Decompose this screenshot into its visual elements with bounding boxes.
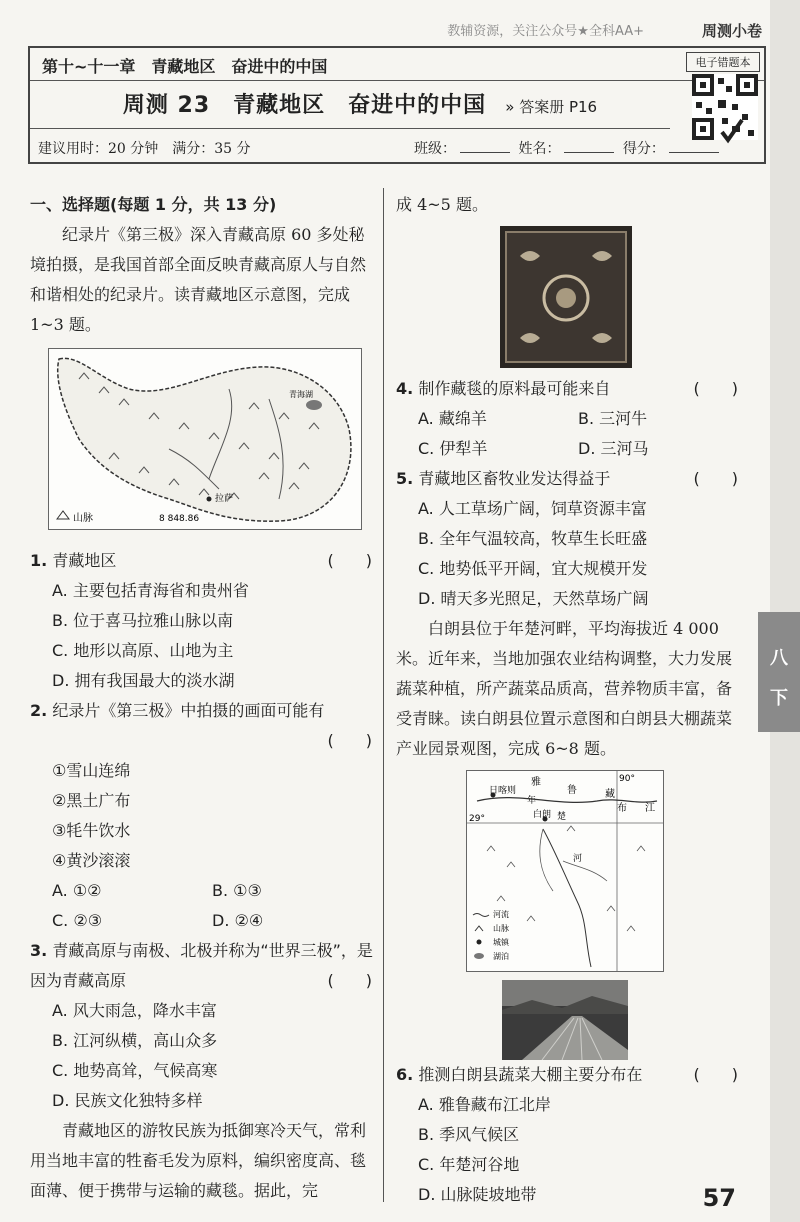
longitude-label: 90° — [619, 774, 635, 784]
title-row — [30, 88, 690, 119]
side-tab-grade: 八 — [770, 648, 788, 669]
q6-number: 6. — [396, 1065, 414, 1084]
tibetan-carpet-photo — [500, 226, 632, 368]
q5-option-d[interactable]: D. 晴天多光照足，天然草场广阔 — [418, 589, 649, 608]
map1-legend-label: 山脉 — [73, 513, 93, 524]
name-label: 姓名： — [518, 141, 561, 157]
q4-option-c[interactable]: C. 伊犁羊 — [418, 439, 488, 458]
river-label-nian: 年 — [527, 796, 537, 806]
legend-river: 河流 — [493, 910, 509, 919]
q1-option-c[interactable]: C. 地形以高原、山地为主 — [52, 641, 234, 660]
q2-option-b[interactable]: B. ①③ — [212, 881, 262, 900]
q5-option-a[interactable]: A. 人工草场广阔，饲草资源丰富 — [418, 499, 647, 518]
q2-item-2: ②黑土广布 — [52, 791, 131, 810]
q5-option-c[interactable]: C. 地势低平开阔，宜大规模开发 — [418, 559, 648, 578]
time-score-info: 建议用时：20 分钟 满分：35 分 — [38, 141, 251, 157]
q4-option-a[interactable]: A. 藏绵羊 — [418, 409, 487, 428]
section-heading: 一、选择题(每题 1 分，共 13 分) — [30, 195, 277, 214]
header-divider-2 — [30, 128, 670, 129]
q2-stem: 纪录片《第三极》中拍摄的画面可能有 — [52, 701, 325, 720]
test-title: 周测 23 青藏地区 奋进中的中国 — [122, 93, 487, 118]
q3-option-c[interactable]: C. 地势高耸，气候高寒 — [52, 1061, 218, 1080]
q2-item-1: ①雪山连绵 — [52, 761, 131, 780]
latitude-label: 29° — [469, 814, 485, 824]
bailang-location-map — [466, 770, 664, 972]
q2-item-3: ③牦牛饮水 — [52, 821, 131, 840]
q1-option-d[interactable]: D. 拥有我国最大的淡水湖 — [52, 671, 235, 690]
series-label: 周测小卷 — [701, 22, 762, 40]
legend-lake: 湖泊 — [493, 952, 509, 961]
promo-note: 教辅资源，关注公众号★全科AA+ — [447, 24, 644, 39]
q4-number: 4. — [396, 379, 414, 398]
q6-option-a[interactable]: A. 雅鲁藏布江北岸 — [418, 1095, 551, 1114]
city-label-xigaze: 日喀则 — [489, 786, 517, 796]
q4-option-d[interactable]: D. 三河马 — [578, 439, 649, 458]
header-box — [28, 46, 766, 164]
answer-reference: » 答案册 P16 — [505, 98, 598, 116]
q3-stem: 青藏高原与南极、北极并称为“世界三极”，是因为青藏高原 — [30, 941, 373, 990]
river-label-zang: 藏 — [605, 789, 615, 800]
q6-option-b[interactable]: B. 季风气候区 — [418, 1125, 520, 1144]
score-label: 得分： — [622, 141, 665, 157]
class-label: 班级： — [414, 141, 456, 157]
q1-stem: 青藏地区 — [52, 551, 117, 570]
city-label-bailang: 白朗 — [533, 810, 552, 820]
grade-side-tab — [758, 612, 800, 732]
q4-stem: 制作藏毯的原料最可能来自 — [418, 379, 611, 398]
q3-option-b[interactable]: B. 江河纵横，高山众多 — [52, 1031, 218, 1050]
q2-number: 2. — [30, 701, 48, 720]
river-label-he: 河 — [573, 854, 583, 864]
map-label-qinghai: 青海湖 — [289, 390, 313, 399]
q3-number: 3. — [30, 941, 48, 960]
chapter-title: 第十~十一章 青藏地区 奋进中的中国 — [42, 57, 328, 76]
tibet-region-map — [48, 348, 362, 530]
q6-option-d[interactable]: D. 山脉陡坡地带 — [418, 1185, 537, 1204]
side-tab-term: 下 — [770, 688, 788, 709]
q5-number: 5. — [396, 469, 414, 488]
question-6 — [396, 1060, 742, 1210]
column-divider — [383, 188, 384, 1202]
question-3 — [30, 936, 376, 1116]
q4-option-b[interactable]: B. 三河牛 — [578, 409, 648, 428]
header-divider — [30, 80, 764, 81]
q1-option-a[interactable]: A. 主要包括青海省和贵州省 — [52, 581, 249, 600]
intro-paragraph-2-continued: 成 4~5 题。 — [396, 195, 488, 214]
q5-option-b[interactable]: B. 全年气温较高，牧草生长旺盛 — [418, 529, 648, 548]
question-1 — [30, 546, 376, 696]
river-label-bu: 布 — [617, 803, 627, 814]
q6-stem: 推测白朗县蔬菜大棚主要分布在 — [418, 1065, 643, 1084]
q1-option-b[interactable]: B. 位于喜马拉雅山脉以南 — [52, 611, 234, 630]
qr-code-icon[interactable] — [692, 74, 758, 154]
river-label-chu: 楚 — [557, 812, 567, 822]
q4-answer-paren[interactable]: ( ) — [693, 379, 738, 398]
q2-item-4: ④黄沙滚滚 — [52, 851, 131, 870]
q6-answer-paren[interactable]: ( ) — [693, 1065, 738, 1084]
q5-stem: 青藏地区畜牧业发达得益于 — [418, 469, 611, 488]
name-blank[interactable] — [564, 152, 614, 153]
intro-paragraph-1: 纪录片《第三极》深入青藏高原 60 多处秘境拍摄，是我国首部全面反映青藏高原人与自然和谐相处的纪录片。读青藏地区示意图，完成 1~3 题。 — [30, 225, 367, 334]
intro-paragraph-3: 白朗县位于年楚河畔，平均海拔近 4 000 米。近年来，当地加强农业结构调整，大力发展蔬菜种植，所产蔬菜品质高，营养物质丰富，备受青睐。读白朗县位置示意图和白朗县大棚蔬菜产业园景观图，完成 6~8 题。 — [396, 619, 733, 758]
river-label-jiang: 江 — [645, 803, 655, 814]
q2-answer-paren[interactable]: ( ) — [327, 731, 372, 750]
river-label-lu: 鲁 — [567, 785, 577, 796]
right-column — [396, 190, 742, 1210]
class-blank[interactable] — [460, 152, 510, 153]
intro-paragraph-2: 青藏地区的游牧民族为抵御寒冷天气，常利用当地丰富的牲畜毛发为原料，编织密度高、毯面薄、便于携带与运输的藏毯。据此，完 — [30, 1121, 367, 1200]
left-column — [30, 190, 376, 1206]
question-5 — [396, 464, 742, 614]
q1-number: 1. — [30, 551, 48, 570]
question-2 — [30, 696, 376, 936]
question-4 — [396, 374, 742, 464]
q1-answer-paren[interactable]: ( ) — [327, 551, 372, 570]
qr-label: 电子错题本 — [686, 52, 760, 72]
map-label-everest: 8 848.86 — [159, 514, 200, 524]
river-label-ya: 雅 — [531, 777, 541, 788]
q2-option-d[interactable]: D. ②④ — [212, 911, 264, 930]
q2-option-c[interactable]: C. ②③ — [52, 911, 103, 930]
q2-option-a[interactable]: A. ①② — [52, 881, 102, 900]
student-info-form — [414, 138, 723, 158]
q6-option-c[interactable]: C. 年楚河谷地 — [418, 1155, 520, 1174]
legend-town: 城镇 — [493, 938, 509, 947]
q5-answer-paren[interactable]: ( ) — [693, 469, 738, 488]
q3-option-d[interactable]: D. 民族文化独特多样 — [52, 1091, 203, 1110]
q3-answer-paren[interactable]: ( ) — [327, 971, 372, 990]
map-label-lhasa: 拉萨 — [215, 494, 234, 504]
legend-mountain: 山脉 — [493, 924, 509, 933]
page-number: 57 — [702, 1184, 736, 1212]
greenhouse-landscape-photo — [502, 980, 628, 1060]
top-bar — [28, 0, 772, 46]
q3-option-a[interactable]: A. 风大雨急，降水丰富 — [52, 1001, 217, 1020]
page-edge-shadow — [770, 0, 800, 1222]
